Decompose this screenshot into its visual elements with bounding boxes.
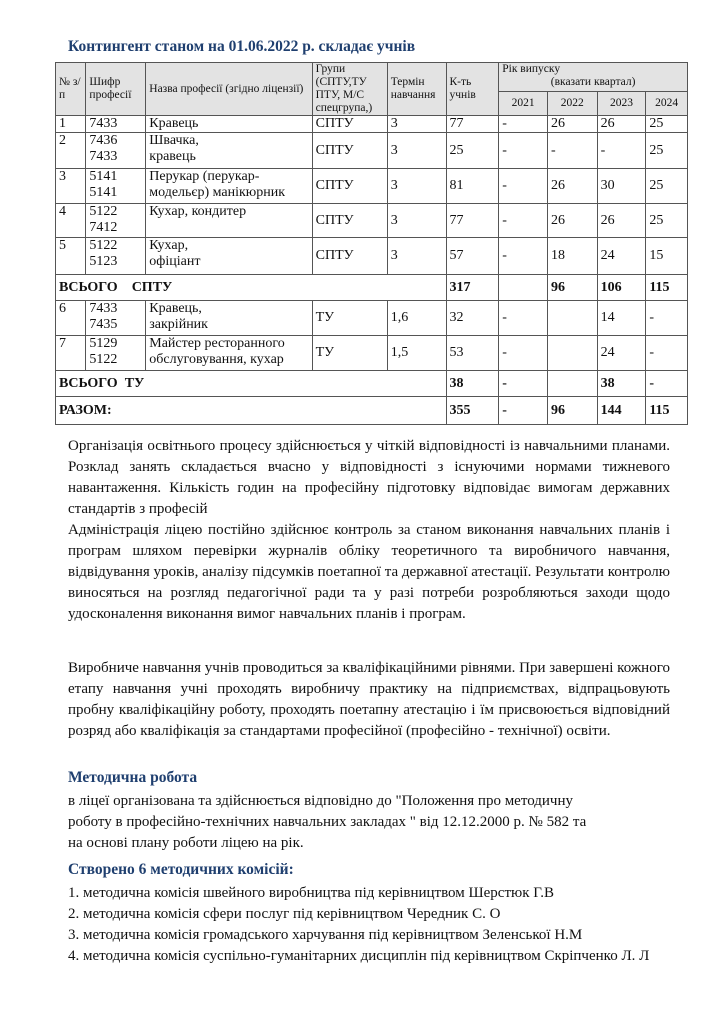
header-year-2023: 2023	[597, 92, 646, 116]
total-tu-count: 38	[446, 371, 499, 397]
cell-name: Швачка, кравець	[146, 133, 312, 169]
cell-name: Кухар, офіціант	[146, 238, 312, 275]
cell-y2022: -	[547, 133, 597, 169]
cell-y2021: -	[499, 336, 548, 371]
cell-y2023: 24	[597, 238, 646, 275]
grand-total-count: 355	[446, 397, 499, 425]
list-item: 4. методична комісія суспільно-гуманітарних дисциплін під керівництвом Скріпченко Л. Л	[68, 948, 650, 964]
paragraph-organization: Організація освітнього процесу здійснюється у чіткій відповідності із навчальними планами. Розклад занять складається вчасно у відповідності з існуючими нормами тижневого навантаження. Кількість годин на професійну підготовку відповідає вимогам державних стандартів з професій	[68, 438, 670, 517]
cell-count: 77	[446, 116, 499, 133]
table-row	[56, 301, 688, 336]
cell-term: 3	[387, 238, 446, 275]
cell-num: 5	[56, 238, 86, 275]
cell-y2024: 25	[646, 169, 688, 204]
cell-y2024: -	[646, 301, 688, 336]
total-sptu-y2022: 96	[547, 275, 597, 301]
header-group: Групи (СПТУ,ТУ ПТУ, М/С спецгрупа,)	[312, 63, 387, 116]
cell-y2023: 26	[597, 116, 646, 133]
cell-num: 2	[56, 133, 86, 169]
total-tu-y2023: 38	[597, 371, 646, 397]
cell-code: 7433 7435	[86, 301, 146, 336]
grand-total-y2021: -	[499, 397, 548, 425]
list-item: 3. методична комісія громадського харчування під керівництвом Зеленської Н.М	[68, 927, 583, 943]
commissions-list	[68, 883, 670, 967]
total-tu-y2021: -	[499, 371, 548, 397]
total-sptu-count: 317	[446, 275, 499, 301]
cell-group: СПТУ	[312, 169, 387, 204]
table-row	[56, 238, 688, 275]
cell-y2022: 26	[547, 169, 597, 204]
grand-total-row	[56, 397, 688, 425]
total-sptu-row	[56, 275, 688, 301]
cell-term: 3	[387, 204, 446, 238]
table-row	[56, 116, 688, 133]
total-sptu-y2021	[499, 275, 548, 301]
cell-num: 4	[56, 204, 86, 238]
cell-y2024: -	[646, 336, 688, 371]
cell-y2022: 18	[547, 238, 597, 275]
cell-y2024: 15	[646, 238, 688, 275]
table-row	[56, 204, 688, 238]
total-sptu-label: ВСЬОГО СПТУ	[56, 275, 447, 301]
methodical-line: на основі плану роботи ліцею на рік.	[68, 835, 304, 851]
cell-code: 5122 5123	[86, 238, 146, 275]
header-name: Назва професії (згідно ліцензії)	[146, 63, 312, 116]
cell-code: 5122 7412	[86, 204, 146, 238]
cell-y2023: 24	[597, 336, 646, 371]
cell-y2022	[547, 301, 597, 336]
total-tu-label: ВСЬОГО ТУ	[56, 371, 447, 397]
cell-code: 5129 5122	[86, 336, 146, 371]
total-sptu-y2024: 115	[646, 275, 688, 301]
cell-group: ТУ	[312, 336, 387, 371]
cell-code: 7436 7433	[86, 133, 146, 169]
header-year-title: Рік випуску	[502, 63, 561, 75]
cell-y2024: 25	[646, 204, 688, 238]
cell-term: 1,6	[387, 301, 446, 336]
cell-name: Кравець, закрійник	[146, 301, 312, 336]
cell-count: 57	[446, 238, 499, 275]
header-year-2021: 2021	[499, 92, 548, 116]
total-tu-y2024: -	[646, 371, 688, 397]
cell-y2021: -	[499, 238, 548, 275]
cell-y2024: 25	[646, 133, 688, 169]
methodical-line: роботу в професійно-технічних навчальних закладах " від 12.12.2000 р. № 582 та	[68, 814, 587, 830]
total-sptu-y2023: 106	[597, 275, 646, 301]
paragraph-production-training: Виробниче навчання учнів проводиться за кваліфікаційними рівнями. При завершені кожного етапу навчання учні проходять виробничу практику на підприємствах, відпрацьовують пробну кваліфікаційну роботу, проходять поетапну атестацію і їм присвоюється відповідний розряд або кваліфікація за стандартами професійної (професійно - технічної) освіти.	[68, 660, 670, 739]
total-tu-row	[56, 371, 688, 397]
cell-term: 1,5	[387, 336, 446, 371]
cell-name: Кравець	[146, 116, 312, 133]
cell-y2023: -	[597, 133, 646, 169]
list-item: 2. методична комісія сфери послуг під керівництвом Чередник С. О	[68, 906, 501, 922]
cell-num: 7	[56, 336, 86, 371]
contingent-table	[55, 62, 688, 425]
cell-y2022: 26	[547, 116, 597, 133]
cell-group: СПТУ	[312, 204, 387, 238]
table-row	[56, 169, 688, 204]
header-year-2024: 2024	[646, 92, 688, 116]
cell-group: СПТУ	[312, 238, 387, 275]
cell-group: ТУ	[312, 301, 387, 336]
cell-group: СПТУ	[312, 116, 387, 133]
table-row	[56, 133, 688, 169]
cell-y2023: 30	[597, 169, 646, 204]
table-row	[56, 336, 688, 371]
cell-num: 1	[56, 116, 86, 133]
cell-y2021: -	[499, 301, 548, 336]
grand-total-y2024: 115	[646, 397, 688, 425]
cell-y2022	[547, 336, 597, 371]
cell-code: 7433	[86, 116, 146, 133]
cell-term: 3	[387, 116, 446, 133]
methodical-heading: Методична робота	[68, 769, 198, 786]
cell-name: Кухар, кондитер	[146, 204, 312, 238]
cell-count: 77	[446, 204, 499, 238]
cell-y2021: -	[499, 169, 548, 204]
paragraph-administration: Адміністрація ліцею постійно здійснює контроль за станом виконання навчальних планів і програм шляхом перевірки журналів обліку теоретичного та виробничого навчання, відвідування уроків, аналізу підсумків поетапної та державної атестації. Результати контролю виносяться на розгляд педагогічної ради та у разі потреби розробляються заходи щодо удосконалення виконання вимог навчальних планів і програм.	[68, 522, 670, 622]
commissions-heading: Створено 6 методичних комісій:	[68, 861, 294, 878]
cell-num: 3	[56, 169, 86, 204]
cell-term: 3	[387, 133, 446, 169]
header-term: Термін навчання	[387, 63, 446, 116]
methodical-text	[68, 791, 670, 854]
cell-y2023: 26	[597, 204, 646, 238]
cell-name: Перукар (перукар- модельєр) манікюрник	[146, 169, 312, 204]
grand-total-y2022: 96	[547, 397, 597, 425]
header-year-note: (вказати квартал)	[550, 76, 636, 88]
cell-y2021: -	[499, 116, 548, 133]
cell-term: 3	[387, 169, 446, 204]
cell-name: Майстер ресторанного обслуговування, кухар	[146, 336, 312, 371]
cell-group: СПТУ	[312, 133, 387, 169]
cell-y2023: 14	[597, 301, 646, 336]
contingent-title: Контингент станом на 01.06.2022 р. складає учнів	[68, 38, 416, 55]
cell-y2024: 25	[646, 116, 688, 133]
cell-num: 6	[56, 301, 86, 336]
cell-count: 32	[446, 301, 499, 336]
cell-code: 5141 5141	[86, 169, 146, 204]
cell-y2021: -	[499, 133, 548, 169]
header-year-group	[499, 63, 688, 92]
header-code: Шифр професії	[86, 63, 146, 116]
cell-y2022: 26	[547, 204, 597, 238]
header-num: № з/п	[56, 63, 86, 116]
list-item: 1. методична комісія швейного виробництва під керівництвом Шерстюк Г.В	[68, 885, 554, 901]
methodical-line: в ліцеї організована та здійснюється відповідно до "Положення про методичну	[68, 793, 573, 809]
cell-y2021: -	[499, 204, 548, 238]
cell-count: 53	[446, 336, 499, 371]
grand-total-label: РАЗОМ:	[56, 397, 447, 425]
cell-count: 25	[446, 133, 499, 169]
grand-total-y2023: 144	[597, 397, 646, 425]
cell-count: 81	[446, 169, 499, 204]
total-tu-y2022	[547, 371, 597, 397]
header-year-2022: 2022	[547, 92, 597, 116]
header-count: К-ть учнів	[446, 63, 499, 116]
